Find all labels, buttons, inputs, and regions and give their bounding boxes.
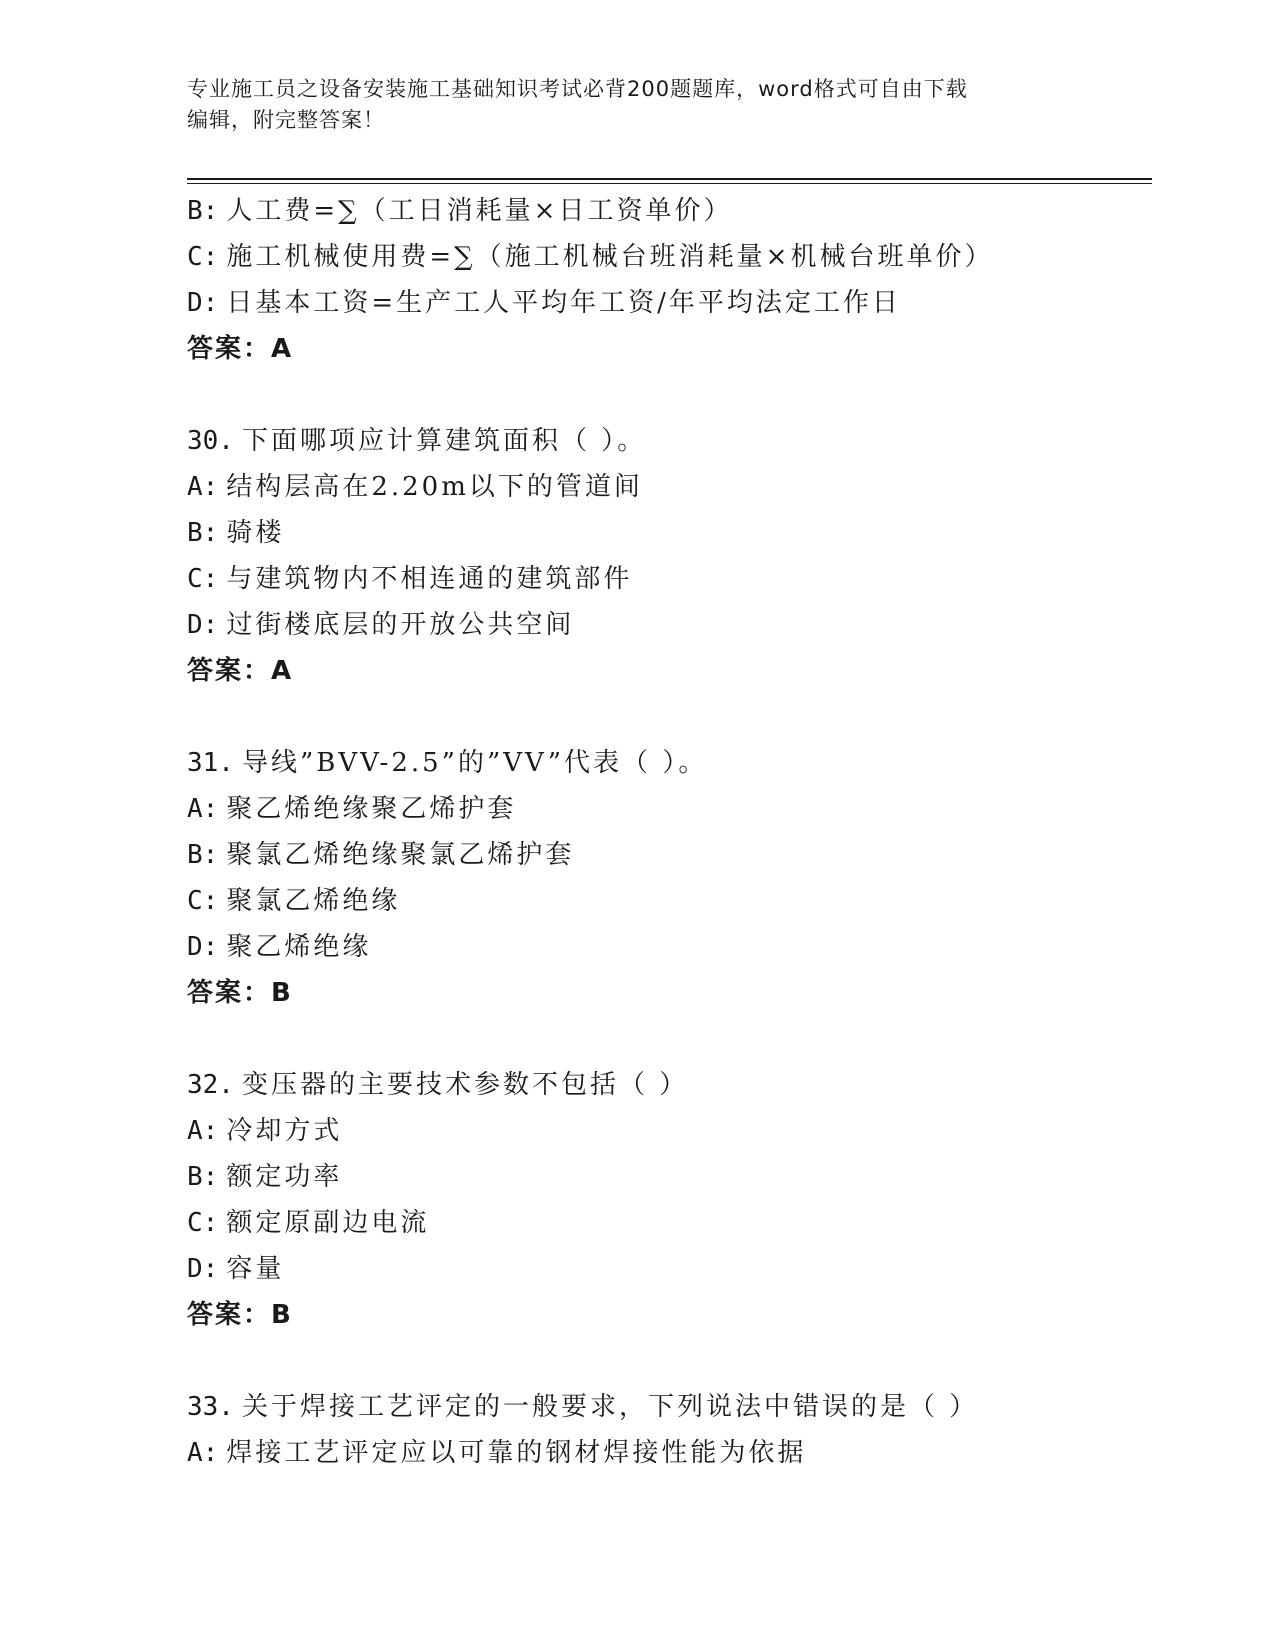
prev-option-d: D: 日基本工资=生产工人平均年工资/年平均法定工作日 [187, 288, 901, 318]
answer: 答案：A [187, 656, 294, 686]
prev-question [187, 188, 1147, 372]
option-c: C: 与建筑物内不相连通的建筑部件 [187, 564, 633, 594]
question-list [187, 188, 1147, 1476]
option-a: A: 聚乙烯绝缘聚乙烯护套 [187, 794, 517, 824]
option-c: C: 聚氯乙烯绝缘 [187, 886, 401, 916]
question-stem: 31. 导线”BVV-2.5”的”VV”代表（ ）。 [187, 748, 708, 778]
option-d: D: 过街楼底层的开放公共空间 [187, 610, 575, 640]
prev-option-b: B: 人工费=∑（工日消耗量×日工资单价） [187, 196, 733, 226]
document-header [187, 74, 1087, 136]
question-33 [187, 1384, 1147, 1476]
option-a: A: 冷却方式 [187, 1116, 343, 1146]
answer: 答案：B [187, 1300, 293, 1330]
header-divider-thin [187, 183, 1152, 184]
prev-answer: 答案：A [187, 334, 294, 364]
header-line-1: 专业施工员之设备安装施工基础知识考试必背200题题库，word格式可自由下载 [187, 77, 968, 101]
prev-option-c: C: 施工机械使用费=∑（施工机械台班消耗量×机械台班单价） [187, 242, 994, 272]
question-stem: 32. 变压器的主要技术参数不包括（ ） [187, 1070, 689, 1100]
option-b: B: 聚氯乙烯绝缘聚氯乙烯护套 [187, 840, 575, 870]
option-c: C: 额定原副边电流 [187, 1208, 430, 1238]
option-b: B: 骑楼 [187, 518, 285, 548]
question-31 [187, 740, 1147, 1016]
answer: 答案：B [187, 978, 293, 1008]
option-a: A: 焊接工艺评定应以可靠的钢材焊接性能为依据 [187, 1438, 807, 1468]
header-line-2: 编辑，附完整答案！ [187, 108, 385, 132]
question-stem: 30. 下面哪项应计算建筑面积（ ）。 [187, 426, 647, 456]
option-a: A: 结构层高在2.20m以下的管道间 [187, 472, 643, 502]
question-30 [187, 418, 1147, 694]
option-d: D: 容量 [187, 1254, 285, 1284]
option-d: D: 聚乙烯绝缘 [187, 932, 372, 962]
header-divider-thick [187, 178, 1152, 180]
option-b: B: 额定功率 [187, 1162, 343, 1192]
question-32 [187, 1062, 1147, 1338]
question-stem: 33. 关于焊接工艺评定的一般要求，下列说法中错误的是（ ） [187, 1392, 979, 1422]
